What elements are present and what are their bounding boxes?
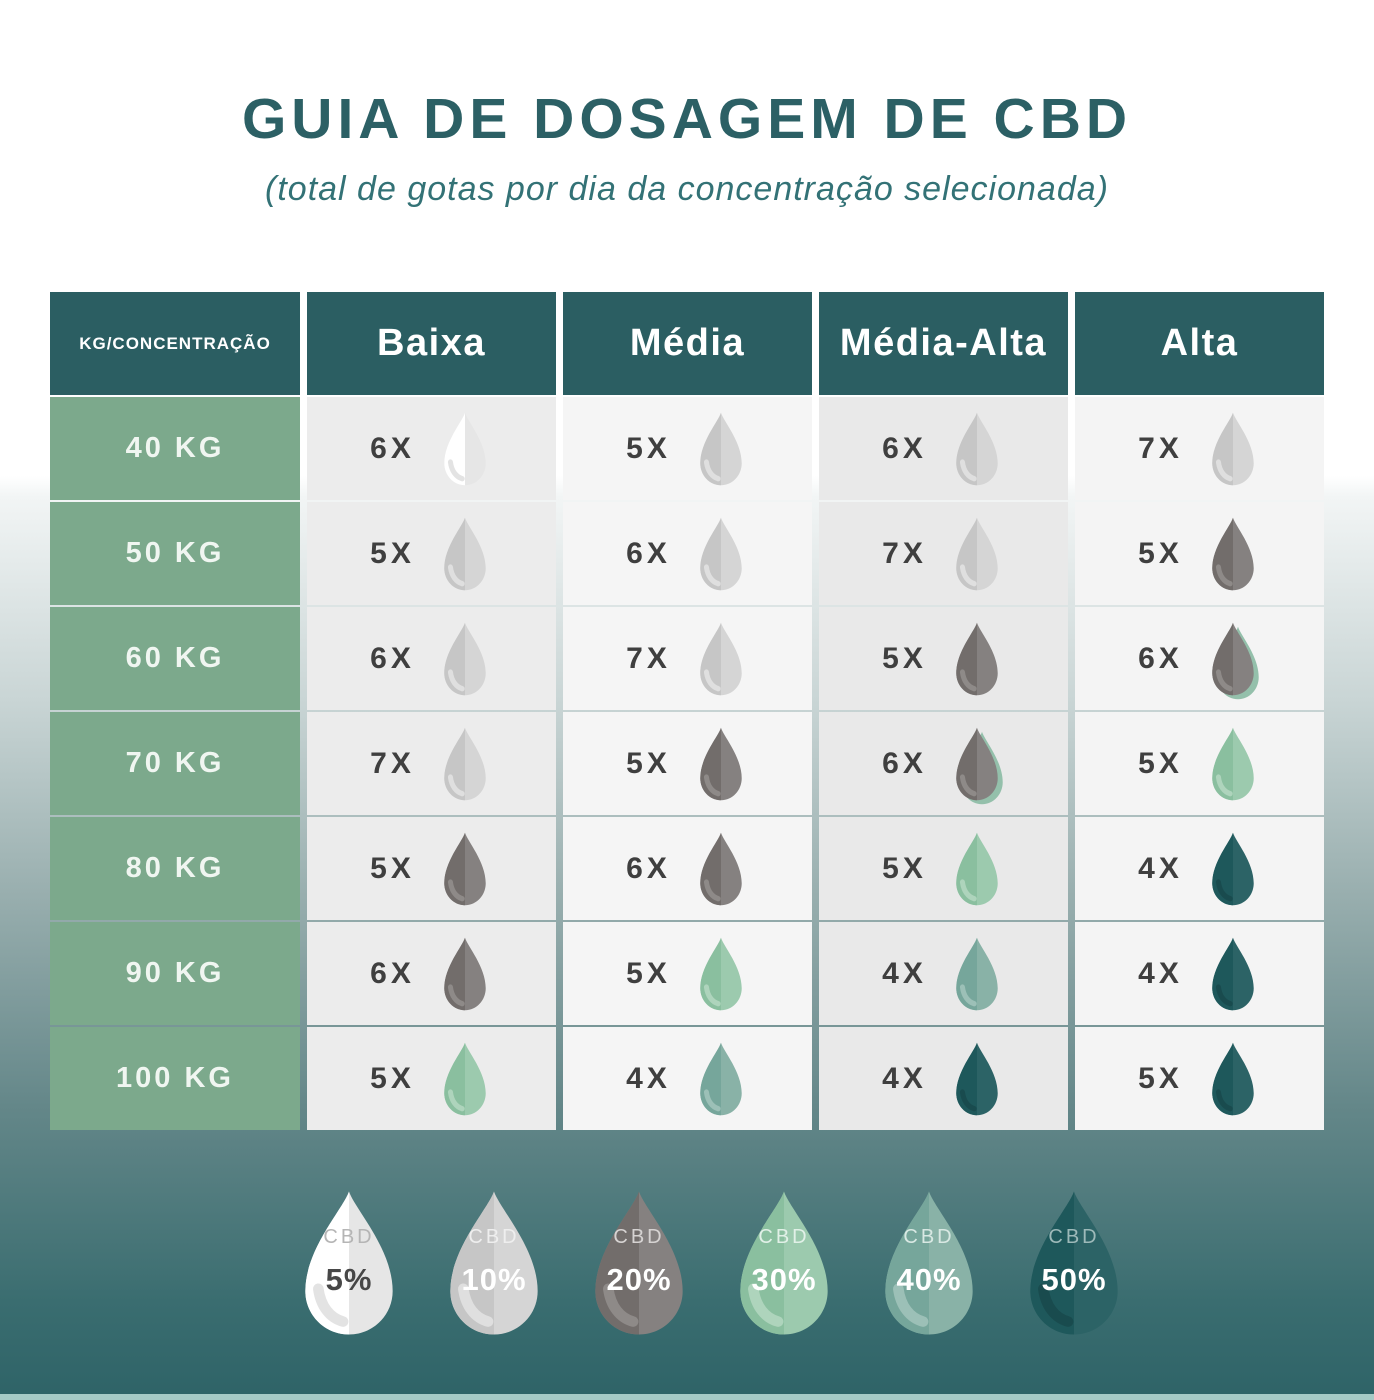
droplet-icon <box>437 621 493 697</box>
dose-cell <box>819 922 1068 1025</box>
dose-cell <box>819 817 1068 920</box>
droplet-wrap <box>693 726 749 802</box>
legend-percent-label: 20% <box>606 1262 672 1297</box>
header-cell-1: Baixa <box>307 292 556 395</box>
droplet-wrap <box>949 621 1005 697</box>
dose-cell <box>819 607 1068 710</box>
dose-count: 5X <box>1138 746 1183 780</box>
weight-cell: 90 KG <box>50 922 300 1025</box>
droplet-wrap <box>693 516 749 592</box>
droplet-wrap <box>949 726 1005 802</box>
droplet-icon <box>437 936 493 1012</box>
droplet-wrap <box>1205 936 1261 1012</box>
droplet-icon <box>693 831 749 907</box>
dose-count: 5X <box>1138 1061 1183 1095</box>
legend-cbd-label: CBD <box>468 1226 520 1248</box>
legend-item <box>870 1188 988 1338</box>
dose-count: 6X <box>370 956 415 990</box>
dose-cell <box>819 397 1068 500</box>
weight-cell: 50 KG <box>50 502 300 605</box>
dose-count: 5X <box>626 746 671 780</box>
dose-cell <box>307 397 556 500</box>
droplet-icon <box>949 936 1005 1012</box>
droplet-icon <box>693 1041 749 1117</box>
droplet-wrap <box>1205 1041 1261 1117</box>
dose-cell <box>1075 817 1324 920</box>
legend-cbd-label: CBD <box>1048 1226 1100 1248</box>
droplet-icon <box>949 1041 1005 1117</box>
dose-count: 6X <box>370 431 415 465</box>
legend-percent-label: 30% <box>751 1262 817 1297</box>
droplet-icon <box>437 831 493 907</box>
concentration-legend <box>290 1188 1133 1338</box>
droplet-wrap <box>1205 726 1261 802</box>
page-title: GUIA DE DOSAGEM DE CBD <box>241 87 1133 151</box>
droplet-wrap <box>949 516 1005 592</box>
dose-cell <box>1075 922 1324 1025</box>
droplet-icon <box>693 411 749 487</box>
dose-count: 6X <box>370 641 415 675</box>
droplet-icon <box>949 831 1005 907</box>
droplet-wrap <box>1205 516 1261 592</box>
droplet-wrap <box>1205 411 1261 487</box>
dose-count: 7X <box>370 746 415 780</box>
dose-count: 5X <box>626 431 671 465</box>
droplet-icon <box>949 516 1005 592</box>
dose-count: 5X <box>882 641 927 675</box>
dose-count: 7X <box>626 641 671 675</box>
droplet-wrap <box>437 1041 493 1117</box>
droplet-icon <box>437 1041 493 1117</box>
dose-count: 6X <box>626 851 671 885</box>
dose-count: 4X <box>882 1061 927 1095</box>
dose-count: 4X <box>626 1061 671 1095</box>
dose-cell <box>307 817 556 920</box>
weight-cell: 80 KG <box>50 817 300 920</box>
dose-count: 7X <box>1138 431 1183 465</box>
droplet-icon <box>693 936 749 1012</box>
droplet-wrap <box>437 411 493 487</box>
dose-cell <box>307 1027 556 1130</box>
dose-count: 7X <box>882 536 927 570</box>
droplet-wrap <box>693 831 749 907</box>
droplet-wrap <box>949 1041 1005 1117</box>
legend-cbd-label: CBD <box>758 1226 810 1248</box>
dose-cell <box>563 397 812 500</box>
dose-cell <box>1075 712 1324 815</box>
dose-cell <box>563 712 812 815</box>
dose-count: 6X <box>882 746 927 780</box>
droplet-icon <box>1205 936 1261 1012</box>
droplet-wrap <box>1205 621 1261 697</box>
dose-cell <box>819 502 1068 605</box>
dose-cell <box>819 1027 1068 1130</box>
dose-count: 5X <box>370 1061 415 1095</box>
droplet-wrap <box>437 621 493 697</box>
droplet-wrap <box>693 621 749 697</box>
droplet-wrap <box>1205 831 1261 907</box>
droplet-wrap <box>949 411 1005 487</box>
dose-count: 6X <box>882 431 927 465</box>
legend-percent-label: 40% <box>896 1262 962 1297</box>
droplet-icon <box>437 411 493 487</box>
legend-percent-label: 50% <box>1041 1262 1107 1297</box>
legend-item <box>725 1188 843 1338</box>
dose-count: 5X <box>370 851 415 885</box>
dose-count: 5X <box>370 536 415 570</box>
dose-cell <box>563 817 812 920</box>
droplet-wrap <box>693 411 749 487</box>
dose-count: 6X <box>1138 641 1183 675</box>
weight-cell: 70 KG <box>50 712 300 815</box>
droplet-icon <box>1205 516 1261 592</box>
dose-count: 5X <box>626 956 671 990</box>
droplet-icon <box>949 726 1005 802</box>
header-cell-0: KG/CONCENTRAÇÃO <box>50 292 300 395</box>
legend-item <box>1015 1188 1133 1338</box>
legend-cbd-label: CBD <box>613 1226 665 1248</box>
bottom-edge-line <box>0 1394 1374 1400</box>
legend-percent-label: 10% <box>461 1262 527 1297</box>
dose-cell <box>1075 502 1324 605</box>
dose-cell <box>1075 607 1324 710</box>
dose-count: 6X <box>626 536 671 570</box>
legend-percent-label: 5% <box>325 1262 373 1297</box>
legend-cbd-label: CBD <box>903 1226 955 1248</box>
header-cell-3: Média-Alta <box>819 292 1068 395</box>
droplet-icon <box>949 621 1005 697</box>
droplet-wrap <box>949 936 1005 1012</box>
droplet-icon <box>693 516 749 592</box>
weight-cell: 100 KG <box>50 1027 300 1130</box>
droplet-wrap <box>437 831 493 907</box>
droplet-wrap <box>693 1041 749 1117</box>
droplet-icon <box>1205 621 1261 697</box>
droplet-icon <box>437 726 493 802</box>
dose-count: 4X <box>1138 851 1183 885</box>
dose-cell <box>563 922 812 1025</box>
dose-cell <box>563 1027 812 1130</box>
droplet-wrap <box>437 936 493 1012</box>
droplet-icon <box>1205 411 1261 487</box>
dose-cell <box>563 607 812 710</box>
droplet-wrap <box>437 516 493 592</box>
dose-cell <box>1075 397 1324 500</box>
droplet-wrap <box>693 936 749 1012</box>
dose-cell <box>307 607 556 710</box>
droplet-icon <box>437 516 493 592</box>
dose-count: 4X <box>1138 956 1183 990</box>
dose-count: 4X <box>882 956 927 990</box>
dose-cell <box>1075 1027 1324 1130</box>
droplet-icon <box>693 621 749 697</box>
header-cell-2: Média <box>563 292 812 395</box>
page-subtitle: (total de gotas por dia da concentração selecionada) <box>265 170 1109 208</box>
dose-cell <box>819 712 1068 815</box>
legend-cbd-label: CBD <box>323 1226 375 1248</box>
legend-item <box>580 1188 698 1338</box>
droplet-icon <box>1205 831 1261 907</box>
droplet-wrap <box>437 726 493 802</box>
dose-cell <box>307 922 556 1025</box>
header-cell-4: Alta <box>1075 292 1324 395</box>
dose-cell <box>307 502 556 605</box>
weight-cell: 40 KG <box>50 397 300 500</box>
droplet-wrap <box>949 831 1005 907</box>
legend-item <box>290 1188 408 1338</box>
droplet-icon <box>1205 1041 1261 1117</box>
dose-cell <box>563 502 812 605</box>
dosage-table <box>50 292 1324 1130</box>
dose-cell <box>307 712 556 815</box>
droplet-icon <box>1205 726 1261 802</box>
droplet-icon <box>693 726 749 802</box>
weight-cell: 60 KG <box>50 607 300 710</box>
droplet-icon <box>949 411 1005 487</box>
legend-item <box>435 1188 553 1338</box>
dose-count: 5X <box>1138 536 1183 570</box>
dose-count: 5X <box>882 851 927 885</box>
